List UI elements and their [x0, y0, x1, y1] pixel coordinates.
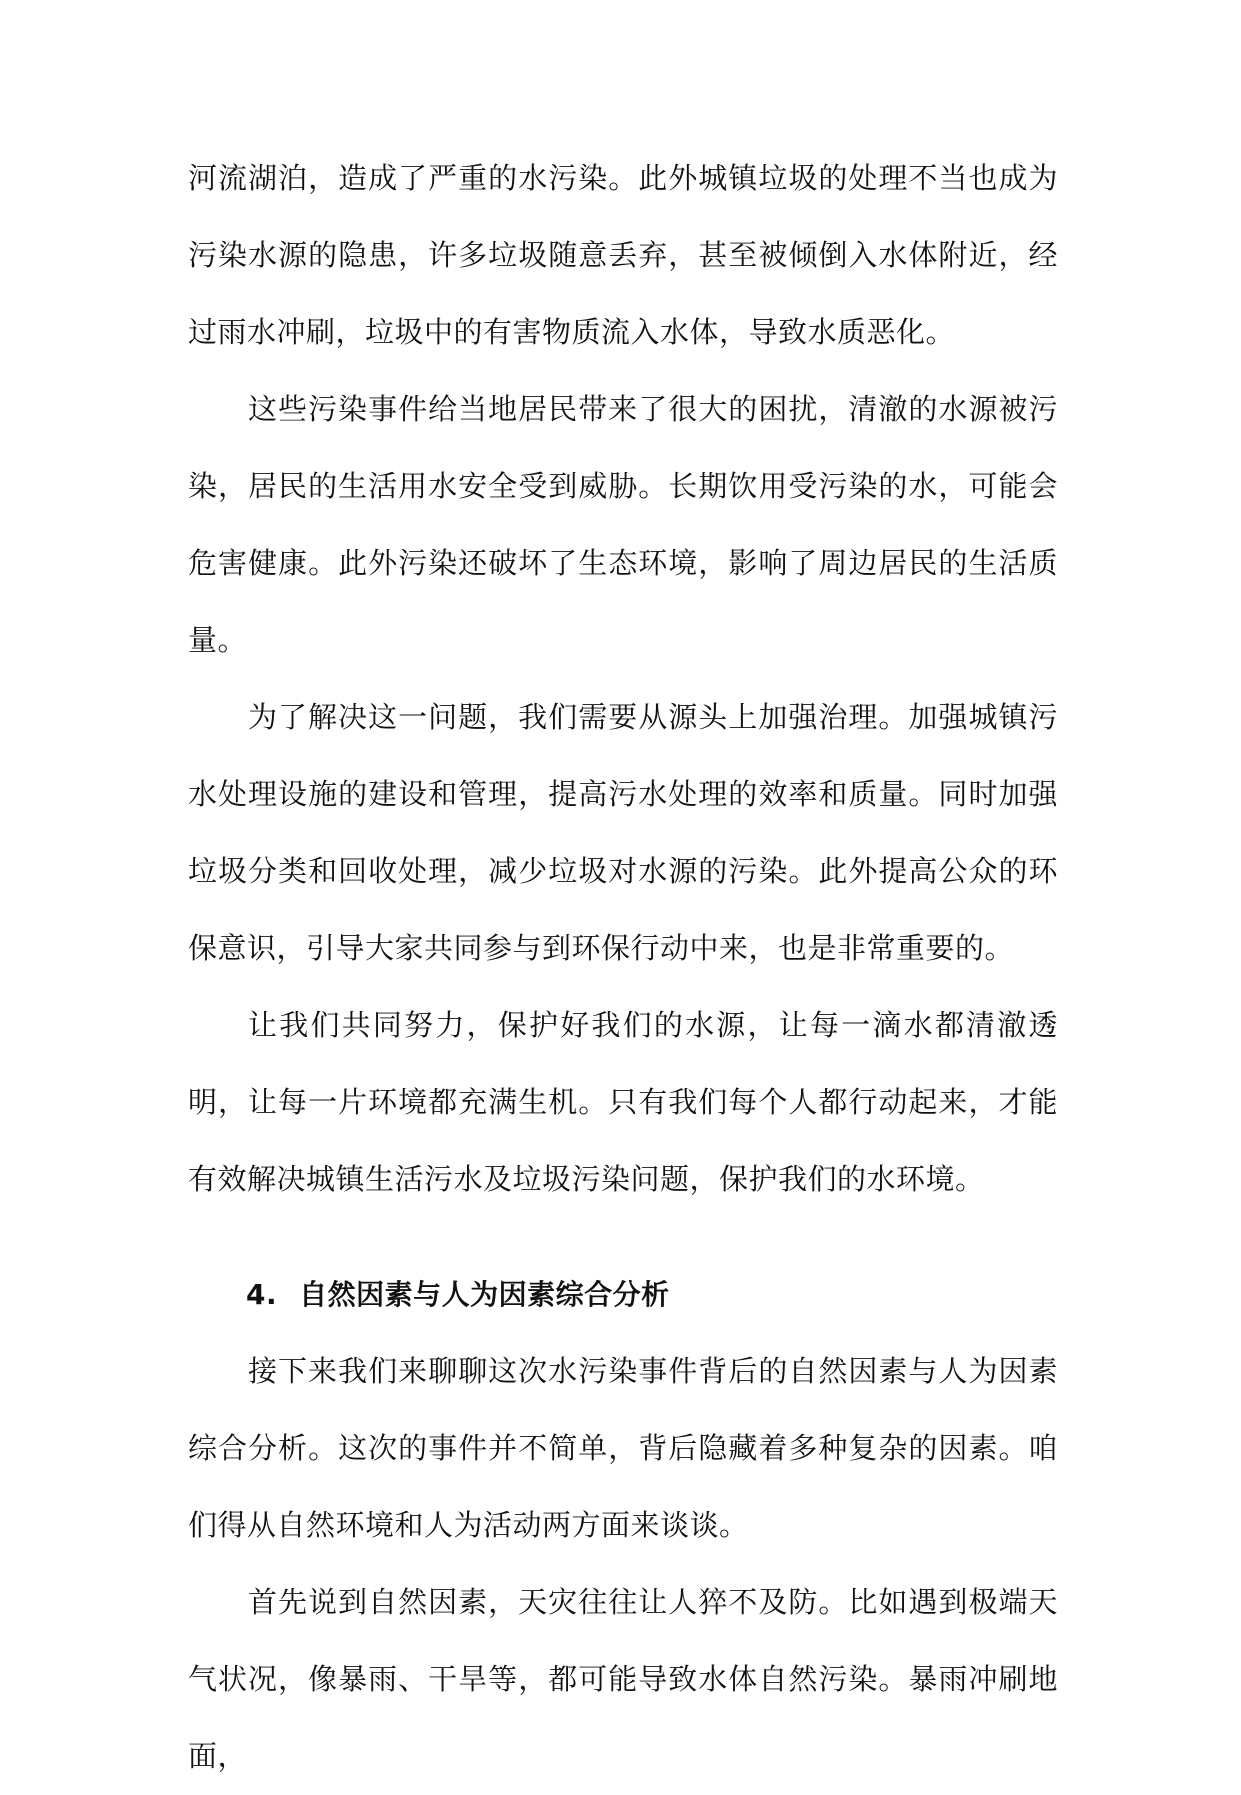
section-heading — [188, 1256, 1058, 1333]
paragraph-1: 河流湖泊，造成了严重的水污染。此外城镇垃圾的处理不当也成为污染水源的隐患，许多垃圾随意丢弃，甚至被倾倒入水体附近，经过雨水冲刷，垃圾中的有害物质流入水体，导致水质恶化。 — [188, 161, 1058, 349]
section-title: 自然因素与人为因素综合分析 — [299, 1278, 670, 1311]
paragraph-6: 首先说到自然因素，天灾往往让人猝不及防。比如遇到极端天气状况，像暴雨、干旱等，都可能导致水体自然污染。暴雨冲刷地面， — [188, 1585, 1058, 1773]
paragraph-3: 为了解决这一问题，我们需要从源头上加强治理。加强城镇污水处理设施的建设和管理，提高污水处理的效率和质量。同时加强垃圾分类和回收处理，减少垃圾对水源的污染。此外提高公众的环保意识，引导大家共同参与到环保行动中来，也是非常重要的。 — [188, 700, 1058, 965]
paragraph-2: 这些污染事件给当地居民带来了很大的困扰，清澈的水源被污染，居民的生活用水安全受到威胁。长期饮用受污染的水，可能会危害健康。此外污染还破坏了生态环境，影响了周边居民的生活质量。 — [188, 392, 1058, 657]
section-number: 4. — [246, 1278, 278, 1311]
paragraph-5: 接下来我们来聊聊这次水污染事件背后的自然因素与人为因素综合分析。这次的事件并不简单，背后隐藏着多种复杂的因素。咱们得从自然环境和人为活动两方面来谈谈。 — [188, 1354, 1058, 1542]
paragraph-4: 让我们共同努力，保护好我们的水源，让每一滴水都清澈透明，让每一片环境都充满生机。只有我们每个人都行动起来，才能有效解决城镇生活污水及垃圾污染问题，保护我们的水环境。 — [188, 1008, 1058, 1196]
document-body — [188, 140, 1058, 1795]
